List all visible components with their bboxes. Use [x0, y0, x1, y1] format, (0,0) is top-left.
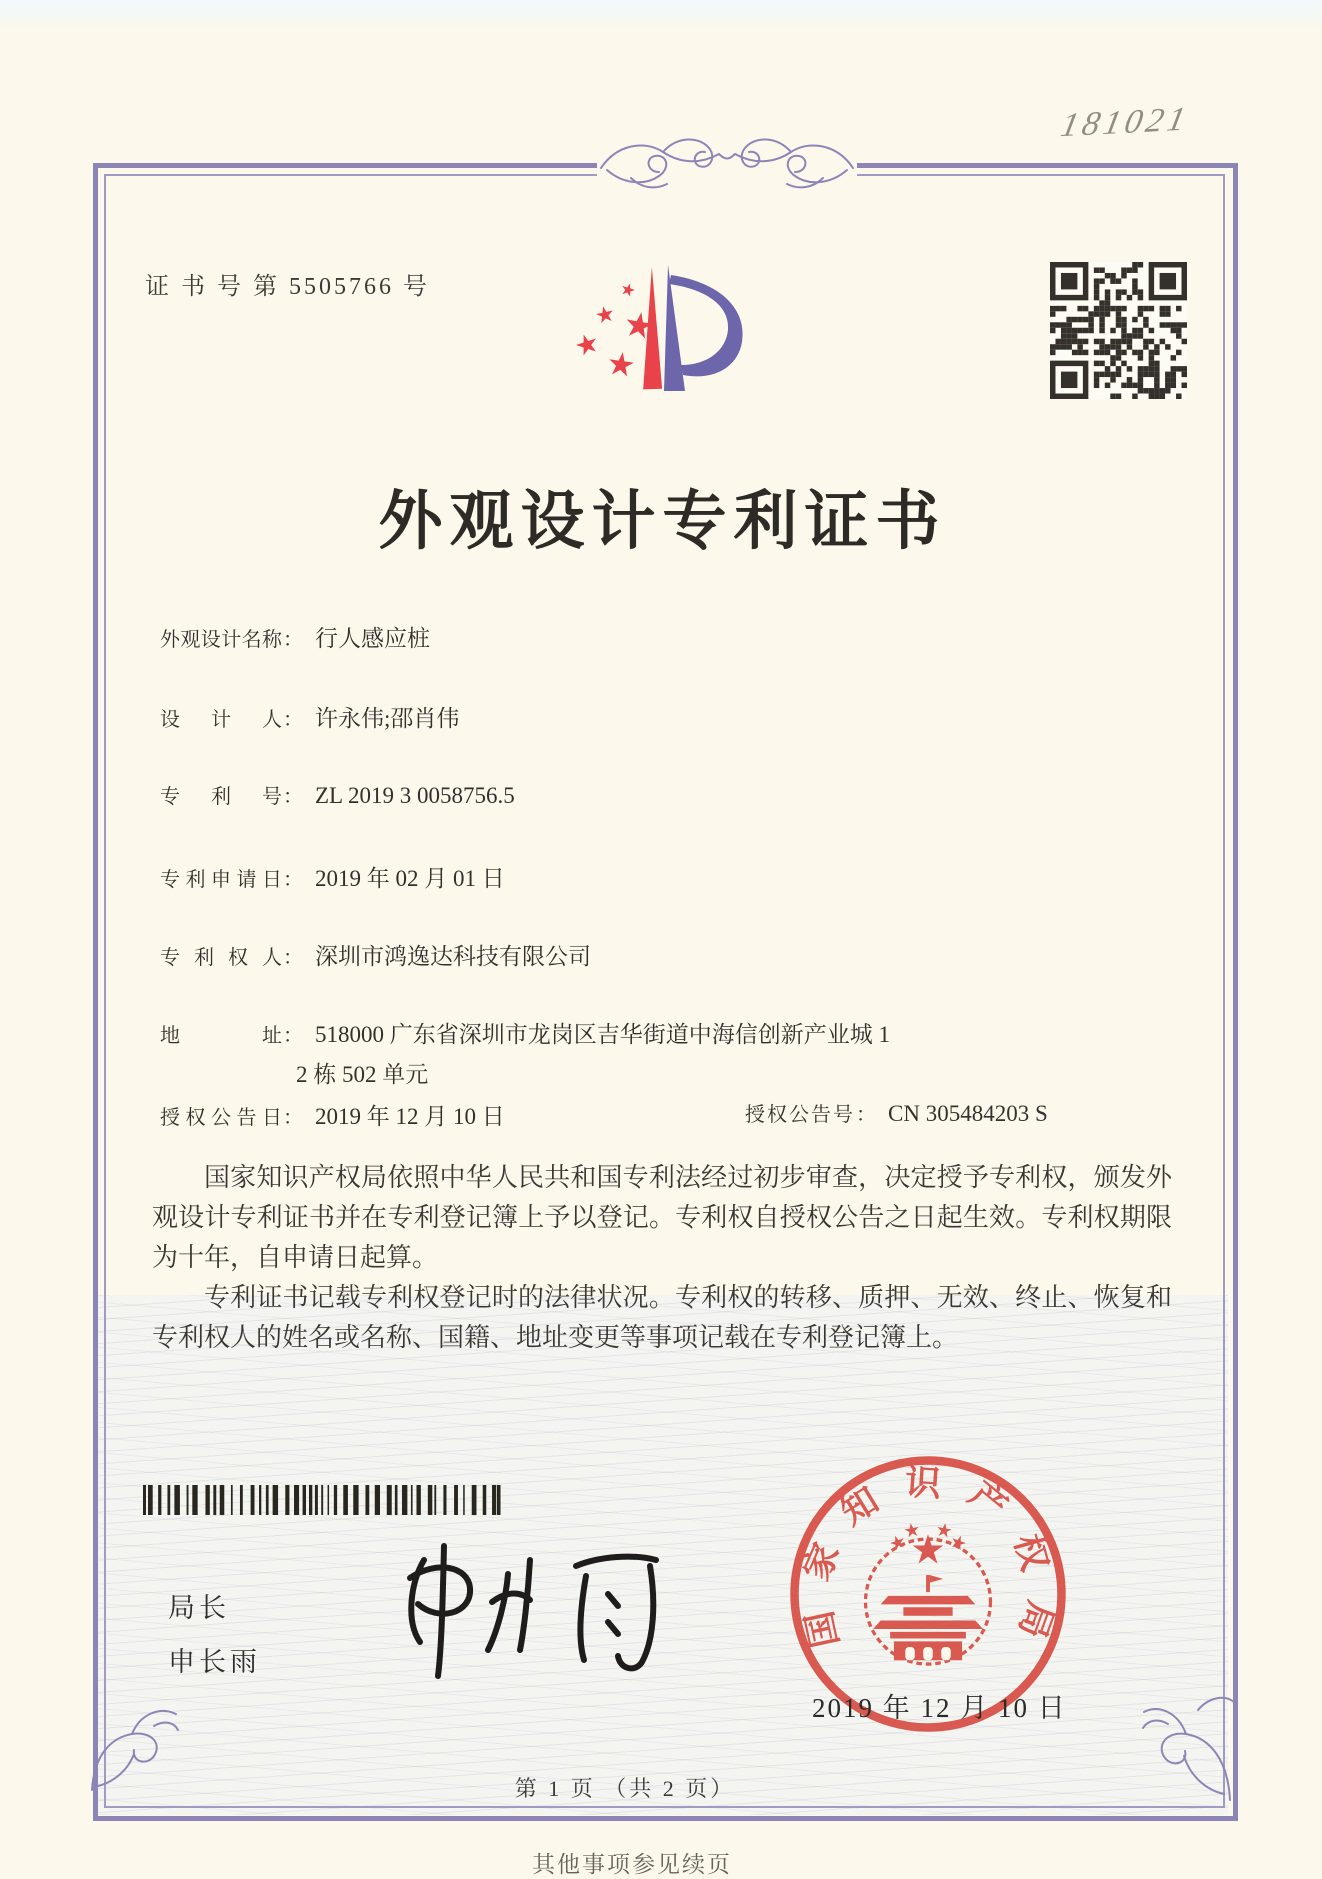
certificate-number: 证 书 号 第 5505766 号: [145, 274, 430, 300]
field-value: ZL 2019 3 0058756.5: [315, 783, 515, 808]
qr-code: [1050, 262, 1187, 399]
commissioner-title: 局长: [168, 1593, 230, 1623]
page-indicator: 第 1 页 （共 2 页）: [514, 1776, 736, 1801]
field-design-name: [160, 620, 430, 653]
field-label: 授权公告号: [745, 1104, 855, 1126]
field-value: 行人感应桩: [315, 626, 430, 651]
field-value: CN 305484203 S: [888, 1101, 1048, 1126]
colon: ：: [283, 947, 303, 969]
handwritten-number: 181021: [1057, 100, 1193, 145]
field-label: 专利号: [160, 786, 282, 808]
field-designer: [160, 700, 459, 733]
cutoff-note: 其他事项参见续页: [532, 1852, 732, 1877]
commissioner-signature: [380, 1538, 690, 1688]
colon: ：: [283, 629, 303, 651]
field-label: 外观设计名称: [160, 629, 282, 651]
field-label: 授权公告日: [160, 1107, 282, 1129]
colon: ：: [283, 1025, 303, 1047]
barcode: [143, 1485, 503, 1515]
field-label: 专利权人: [160, 947, 282, 969]
top-flourish-ornament: [597, 124, 857, 204]
field-value: 2019 年 12 月 10 日: [315, 1104, 505, 1129]
field-label: 设计人: [160, 709, 282, 731]
cnipa-logo: [565, 253, 761, 411]
colon: ：: [856, 1104, 876, 1126]
field-value: 2019 年 02 月 01 日: [315, 866, 505, 891]
field-address: [160, 1016, 890, 1049]
certificate-title: 外观设计专利证书: [378, 486, 947, 557]
colon: ：: [283, 709, 303, 731]
legal-text: [152, 1158, 1172, 1358]
colon: ：: [283, 786, 303, 808]
grant-seal-date: 2019 年 12 月 10 日: [812, 1693, 1067, 1723]
field-patent-number: [160, 780, 515, 809]
seal-ring-text: 国家知识产权局: [794, 1461, 1062, 1667]
scan-edge-strip: [0, 0, 1322, 36]
legal-paragraph-2: 专利证书记载专利权登记时的法律状况。专利权的转移、质押、无效、终止、恢复和专利权人的姓名或名称、国籍、地址变更等事项记载在专利登记簿上。: [152, 1283, 1172, 1352]
field-grant-number: [745, 1098, 1048, 1127]
field-value: 许永伟;邵肖伟: [315, 706, 460, 731]
field-label: 专利申请日: [160, 869, 282, 891]
field-filing-date: [160, 860, 505, 893]
national-emblem: [866, 1522, 991, 1664]
field-patentee: [160, 938, 591, 971]
field-value: 518000 广东省深圳市龙岗区吉华街道中海信创新产业城 1: [315, 1022, 890, 1047]
colon: ：: [283, 1107, 303, 1129]
field-value: 深圳市鸿逸达科技有限公司: [315, 944, 591, 969]
commissioner-name: 申长雨: [168, 1647, 261, 1677]
field-address-line2: 2 栋 502 单元: [296, 1062, 429, 1087]
colon: ：: [283, 869, 303, 891]
legal-paragraph-1: 国家知识产权局依照中华人民共和国专利法经过初步审查，决定授予专利权，颁发外观设计专利证书并在专利登记簿上予以登记。专利权自授权公告之日起生效。专利权期限为十年，自申请日起算。: [152, 1163, 1172, 1272]
field-grant-date: [160, 1098, 505, 1131]
field-label: 地址: [160, 1025, 282, 1047]
